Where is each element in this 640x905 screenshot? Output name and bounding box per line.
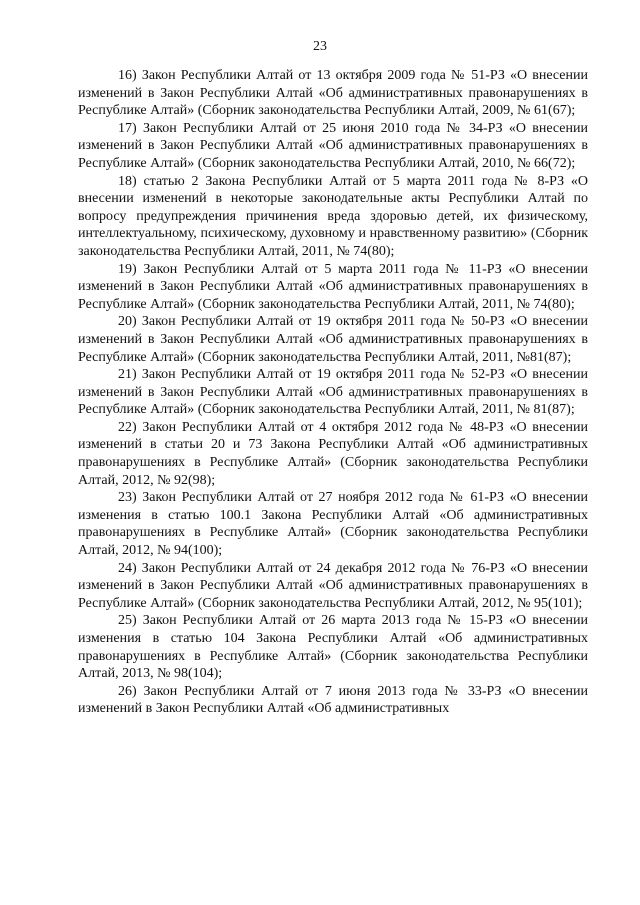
page-number: 23: [313, 39, 327, 54]
list-item: 26) Закон Республики Алтай от 7 июня 2013 года № 33-РЗ «О внесении изменений в Закон Республики Алтай «Об административных: [78, 683, 588, 717]
list-item: 25) Закон Республики Алтай от 26 марта 2013 года № 15-РЗ «О внесении изменения в статью 104 Закона Республики Алтай «Об административных правонарушениях в Республике Алтай» (Сборник законодательства Республики Алтай, 2013, № 98(104);: [78, 613, 588, 682]
list-item: 18) статью 2 Закона Республики Алтай от 5 марта 2011 года № 8-РЗ «О внесении изменений в некоторые законодательные акты Республики Алтай по вопросу предупреждения причинения вреда здоровью детей, их физическому, интеллектуальному, психическому, духовному и нравственному развитию» (Сборник законодательства Республики Алтай, 2011, № 74(80);: [78, 173, 588, 259]
document-body: [78, 67, 588, 718]
list-item: 23) Закон Республики Алтай от 27 ноября 2012 года № 61-РЗ «О внесении изменения в статью 100.1 Закона Республики Алтай «Об административных правонарушениях в Республике Алтай» (Сборник законодательства Республики Алтай, 2012, № 94(100);: [78, 490, 588, 559]
list-item: 21) Закон Республики Алтай от 19 октября 2011 года № 52-РЗ «О внесении изменений в Закон Республики Алтай «Об административных правонарушениях в Республике Алтай» (Сборник законодательства Республики Алтай, 2011, № 81(87);: [78, 367, 588, 418]
list-item: 20) Закон Республики Алтай от 19 октября 2011 года № 50-РЗ «О внесении изменений в Закон Республики Алтай «Об административных правонарушениях в Республике Алтай» (Сборник законодательства Республики Алтай, 2011, №81(87);: [78, 314, 588, 365]
list-item: 19) Закон Республики Алтай от 5 марта 2011 года № 11-РЗ «О внесении изменений в Закон Республики Алтай «Об административных правонарушениях в Республике Алтай» (Сборник законодательства Республики Алтай, 2011, № 74(80);: [78, 261, 588, 312]
list-item: 16) Закон Республики Алтай от 13 октября 2009 года № 51-РЗ «О внесении изменений в Закон Республики Алтай «Об административных правонарушениях в Республике Алтай» (Сборник законодательства Республики Алтай, 2009, № 61(67);: [78, 68, 588, 119]
list-item: 22) Закон Республики Алтай от 4 октября 2012 года № 48-РЗ «О внесении изменений в статьи 20 и 73 Закона Республики Алтай «Об административных правонарушениях в Республике Алтай» (Сборник законодательства Республики Алтай, 2012, № 92(98);: [78, 419, 588, 488]
list-item: 24) Закон Республики Алтай от 24 декабря 2012 года № 76-РЗ «О внесении изменений в Закон Республики Алтай «Об административных правонарушениях в Республике Алтай» (Сборник законодательства Республики Алтай, 2012, № 95(101);: [78, 560, 588, 611]
list-item: 17) Закон Республики Алтай от 25 июня 2010 года № 34-РЗ «О внесении изменений в Закон Республики Алтай «Об административных правонарушениях в Республике Алтай» (Сборник законодательства Республики Алтай, 2010, № 66(72);: [78, 120, 588, 171]
